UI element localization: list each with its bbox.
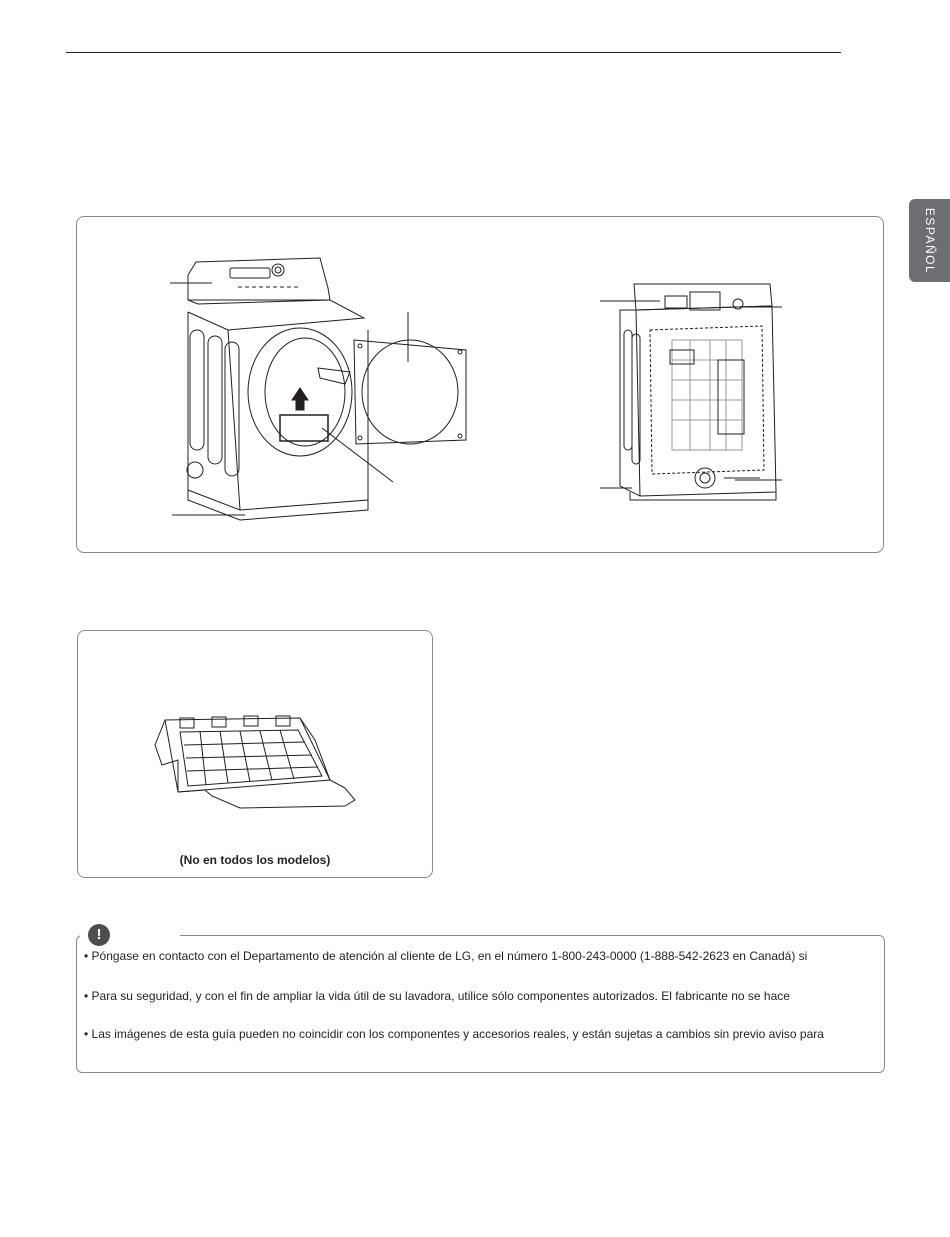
note-item-2: • Para su seguridad, y con el fin de ampliar la vida útil de su lavadora, utilice sólo componentes autorizados. El fabricante no se hace — [84, 989, 790, 1003]
dryer-parts-panel — [76, 216, 884, 553]
drying-rack-panel — [77, 630, 433, 878]
exclamation-icon: ! — [88, 924, 110, 946]
note-item-3: • Las imágenes de esta guía pueden no coincidir con los componentes y accesorios reales, y están sujetas a cambios sin previo aviso para — [84, 1027, 824, 1041]
header-rule — [66, 52, 841, 53]
note-item-1: • Póngase en contacto con el Departamento de atención al cliente de LG, en el número 1-800-243-0000 (1-888-542-2623 en Canadá) si — [84, 949, 808, 963]
language-tab — [909, 199, 950, 282]
rack-caption: (No en todos los modelos) — [179, 853, 331, 867]
language-tab-label: ESPAÑOL — [922, 207, 937, 274]
